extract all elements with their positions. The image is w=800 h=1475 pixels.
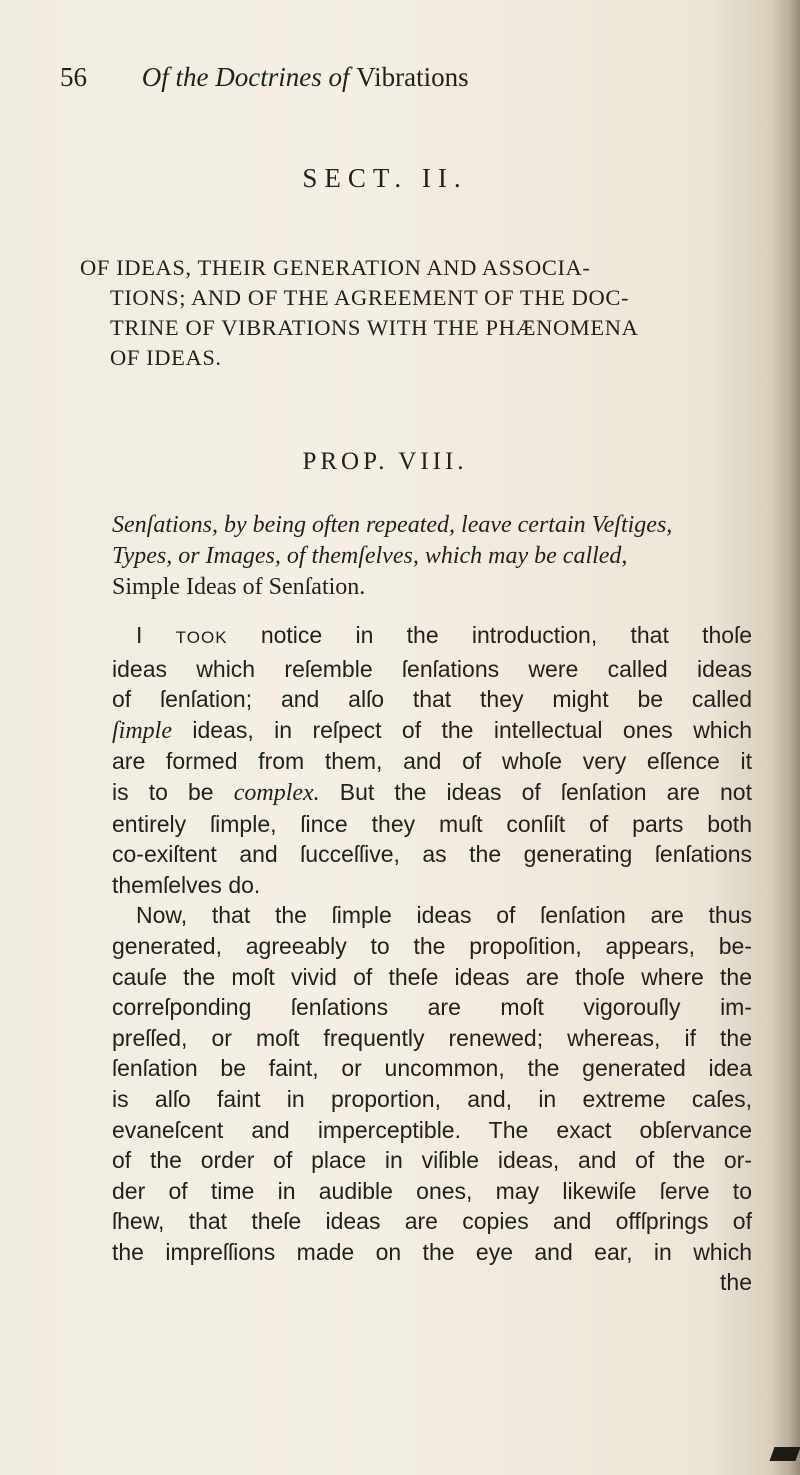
- body-line: I TOOK notice in the introduction, that thoſe: [136, 622, 752, 648]
- body-line: co-exiſtent and ſucceſſive, as the generating ſenſations: [112, 841, 752, 868]
- italic-term: ſimple: [112, 717, 172, 744]
- small-caps-word: TOOK: [175, 628, 228, 647]
- subtitle-line: TIONS; AND OF THE AGREEMENT OF THE DOC-: [110, 285, 630, 310]
- proposition-line: Senſations, by being often repeated, leave certain Veſtiges,: [112, 512, 673, 538]
- body-line: is to be complex. But the ideas of ſenſation are not: [112, 778, 752, 806]
- proposition-statement: [112, 510, 772, 603]
- body-line: generated, agreeably to the propoſition, appears, be-: [112, 932, 752, 959]
- drop-capital: I: [136, 622, 143, 648]
- running-title-roman: Vibrations: [356, 62, 469, 92]
- body-line: correſponding ſenſations are moſt vigorouſly im-: [112, 994, 752, 1021]
- body-line: evaneſcent and imperceptible. The exact obſervance: [112, 1116, 752, 1143]
- body-line: the impreſſions made on the eye and ear, in which: [112, 1238, 752, 1265]
- body-line: cauſe the moſt vivid of theſe ideas are thoſe where the: [112, 963, 752, 990]
- body-line: of the order of place in viſible ideas, and of the or-: [112, 1147, 752, 1174]
- subtitle-line: OF IDEAS, THEIR GENERATION AND ASSOCIA-: [80, 255, 591, 280]
- body-line: der of time in audible ones, may likewiſe ſerve to: [112, 1177, 752, 1204]
- proposition-line: Types, or Images, of themſelves, which may be called,: [112, 543, 628, 569]
- body-line: is alſo faint in proportion, and, in extreme caſes,: [112, 1085, 752, 1112]
- running-header: [60, 62, 680, 93]
- body-line: themſelves do.: [112, 871, 261, 898]
- body-line: ſimple ideas, in reſpect of the intellectual ones which: [112, 716, 752, 744]
- body-line: of ſenſation; and alſo that they might be called: [112, 686, 752, 713]
- running-title: [142, 62, 469, 92]
- body-line: ideas which reſemble ſenſations were called ideas: [112, 655, 752, 682]
- ink-smudge: [769, 1447, 800, 1461]
- running-title-italic: Of the Doctrines of: [141, 62, 350, 92]
- proposition-heading: PROP. VIII.: [302, 448, 468, 475]
- body-paragraphs: [112, 620, 752, 1298]
- body-line: Now, that the ſimple ideas of ſenſation are thus: [136, 902, 752, 929]
- body-line: entirely ſimple, ſince they muſt conſiſt of parts both: [112, 810, 752, 837]
- body-line: are formed from them, and of whoſe very eſſence it: [112, 748, 752, 775]
- section-heading: SECT. II.: [302, 163, 468, 193]
- section-subtitle: [80, 253, 730, 373]
- proposition-line: Simple Ideas of Senſation.: [112, 574, 366, 600]
- body-line: preſſed, or moſt frequently renewed; whereas, if the: [112, 1024, 752, 1051]
- page-gutter-shadow: [772, 0, 800, 1475]
- catchword: the: [720, 1269, 752, 1296]
- body-line: ſhew, that theſe ideas are copies and offſprings of: [112, 1208, 752, 1235]
- subtitle-line: OF IDEAS.: [110, 345, 222, 370]
- body-line: ſenſation be faint, or uncommon, the generated idea: [112, 1055, 752, 1082]
- subtitle-line: TRINE OF VIBRATIONS WITH THE PHÆNOMENA: [110, 315, 639, 340]
- italic-term: complex.: [233, 779, 320, 806]
- page-number: 56: [60, 62, 87, 92]
